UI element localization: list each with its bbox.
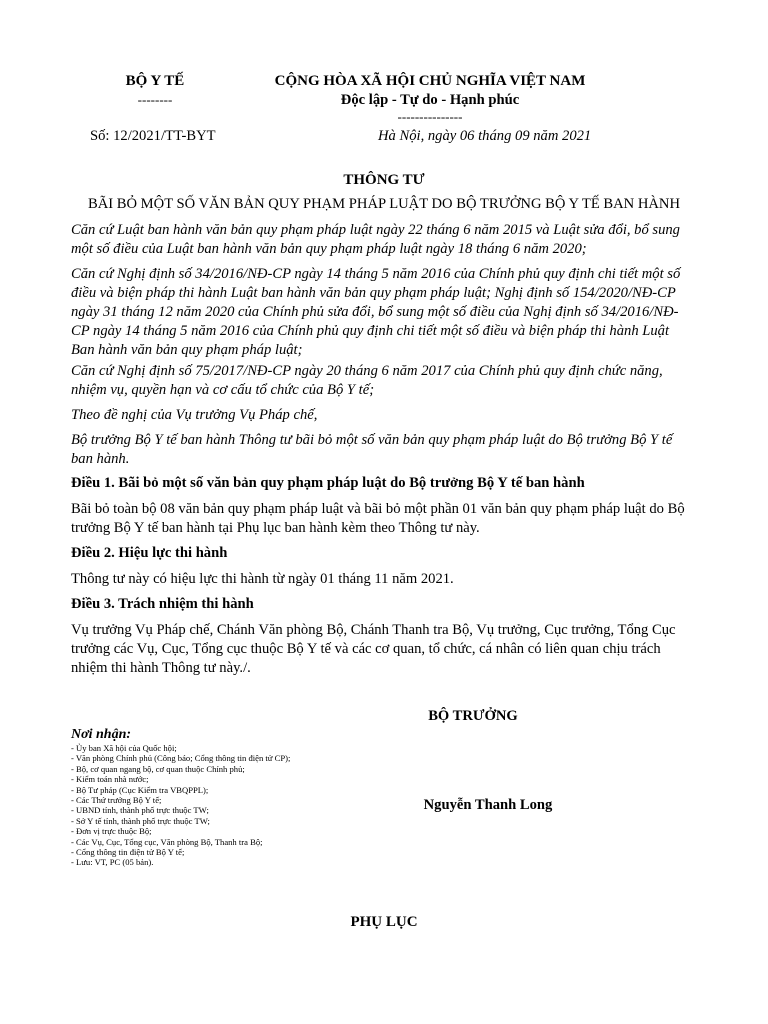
document-type: THÔNG TƯ	[343, 172, 425, 188]
appendix-title: PHỤ LỤC	[350, 914, 418, 930]
document-number: Số: 12/2021/TT-BYT	[90, 128, 216, 144]
recipient-item: - Lưu: VT, PC (05 bản).	[71, 857, 154, 868]
preamble-paragraph: Căn cứ Nghị định số 75/2017/NĐ-CP ngày 20 tháng 6 năm 2017 của Chính phủ quy định chức năng, nhiệm vụ, quyền hạn và cơ cấu tổ chức của Bộ Y tế;	[71, 363, 663, 398]
recipient-item: - Sở Y tế tỉnh, thành phố trực thuộc TW;	[71, 815, 210, 826]
recipient-item: - UBND tỉnh, thành phố trực thuộc TW;	[71, 805, 209, 816]
recipient-item: - Các Thứ trưởng Bộ Y tế;	[71, 795, 162, 806]
recipient-item: - Kiểm toán nhà nước;	[71, 774, 149, 785]
ministry-name: BỘ Y TẾ	[125, 73, 185, 89]
recipient-item: - Đơn vị trực thuộc Bộ;	[71, 826, 152, 837]
preamble-paragraph: Bộ trưởng Bộ Y tế ban hành Thông tư bãi bỏ một số văn bản quy phạm pháp luật do Bộ trưởng Bộ Y tế ban hành.	[71, 432, 673, 467]
country-name: CỘNG HÒA XÃ HỘI CHỦ NGHĨA VIỆT NAM	[274, 73, 586, 89]
place-and-date: Hà Nội, ngày 06 tháng 09 năm 2021	[378, 128, 592, 144]
article-body: Bãi bỏ toàn bộ 08 văn bản quy phạm pháp luật và bãi bỏ một phần 01 văn bản quy phạm pháp luật do Bộ trưởng Bộ Y tế ban hành tại Phụ lục ban hành kèm theo Thông tư này.	[71, 501, 685, 536]
recipient-item: - Cổng thông tin điện tử Bộ Y tế;	[71, 847, 185, 858]
article-heading: Điều 2. Hiệu lực thi hành	[71, 545, 228, 561]
ministry-rule: --------	[137, 92, 173, 107]
preamble-paragraph: Theo đề nghị của Vụ trưởng Vụ Pháp chế,	[71, 407, 318, 423]
recipient-item: - Bộ, cơ quan ngang bộ, cơ quan thuộc Chính phủ;	[71, 763, 245, 774]
national-motto: Độc lập - Tự do - Hạnh phúc	[340, 92, 520, 108]
article-heading: Điều 1. Bãi bỏ một số văn bản quy phạm pháp luật do Bộ trưởng Bộ Y tế ban hành	[71, 475, 585, 491]
article-heading: Điều 3. Trách nhiệm thi hành	[71, 596, 254, 612]
preamble-paragraph: Căn cứ Nghị định số 34/2016/NĐ-CP ngày 14 tháng 5 năm 2016 của Chính phủ quy định chi tiết một số điều và biện pháp thi hành Luật ban hành văn bản quy phạm pháp luật; Nghị định số 154/2020/NĐ-CP ngày 31 tháng 12 năm 2020 của Chính phủ sửa đổi, bổ sung một số điều của Nghị định số 34/2016/NĐ-CP ngày 14 tháng 5 năm 2016 của Chính phủ quy định chi tiết một số điều và biện pháp thi hành Luật Ban hành văn bản quy phạm pháp luật;	[71, 266, 681, 358]
recipient-item: - Bộ Tư pháp (Cục Kiểm tra VBQPPL);	[71, 784, 209, 795]
recipients-list	[71, 743, 371, 868]
signatory-name: Nguyễn Thanh Long	[423, 797, 553, 813]
signature-title: BỘ TRƯỞNG	[428, 708, 518, 724]
recipient-item: - Văn phòng Chính phủ (Công báo; Cổng thông tin điện tử CP);	[71, 753, 291, 764]
recipient-item: - Ủy ban Xã hội của Quốc hội;	[71, 743, 177, 753]
document-subject: BÃI BỎ MỘT SỐ VĂN BẢN QUY PHẠM PHÁP LUẬT DO BỘ TRƯỞNG BỘ Y TẾ BAN HÀNH	[87, 196, 680, 212]
article-body: Vụ trưởng Vụ Pháp chế, Chánh Văn phòng Bộ, Chánh Thanh tra Bộ, Vụ trưởng, Cục trưởng, Tổng Cục trưởng các Vụ, Cục, Tổng cục thuộc Bộ Y tế và các cơ quan, tổ chức, cá nhân có liên quan chịu trách nhiệm thi hành Thông tư này./.	[71, 622, 676, 676]
motto-rule: ---------------	[397, 109, 463, 124]
recipients-heading: Nơi nhận:	[71, 727, 132, 742]
article-body: Thông tư này có hiệu lực thi hành từ ngày 01 tháng 11 năm 2021.	[71, 571, 454, 587]
recipient-item: - Các Vụ, Cục, Tổng cục, Văn phòng Bộ, Thanh tra Bộ;	[71, 836, 263, 847]
preamble-paragraph: Căn cứ Luật ban hành văn bản quy phạm pháp luật ngày 22 tháng 6 năm 2015 và Luật sửa đổi, bổ sung một số điều của Luật ban hành văn bản quy phạm pháp luật ngày 18 tháng 6 năm 2020;	[71, 222, 680, 257]
